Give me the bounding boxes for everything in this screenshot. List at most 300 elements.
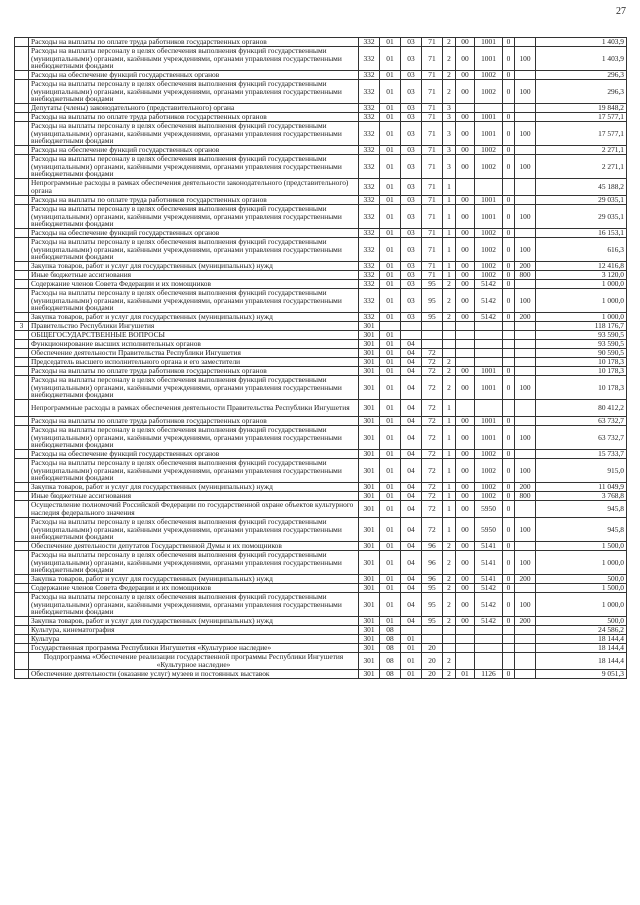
subprogram-code-cell [443, 322, 456, 331]
section-code-cell: 01 [380, 238, 401, 262]
program-code-cell: 72 [422, 367, 443, 376]
event-code-cell: 00 [456, 426, 475, 450]
admin-code-cell: 301 [359, 617, 380, 626]
subprogram-code-cell: 1 [443, 238, 456, 262]
expense-type-code-cell: 100 [515, 376, 536, 400]
subsection-code-cell [401, 331, 422, 340]
event-code-cell: 00 [456, 146, 475, 155]
subsection-code-cell: 04 [401, 426, 422, 450]
row-number-cell [15, 551, 29, 575]
table-row [15, 376, 627, 400]
row-name-cell: Обеспечение деятельности депутатов Государственной Думы и их помощников [29, 542, 359, 551]
row-number-cell [15, 501, 29, 518]
table-row [15, 358, 627, 367]
direction-code-cell: 1002 [475, 483, 503, 492]
subsection-code-cell: 03 [401, 229, 422, 238]
subsection-code-cell: 04 [401, 417, 422, 426]
section-code-cell: 01 [380, 47, 401, 71]
row-name-cell: Иные бюджетные ассигнования [29, 492, 359, 501]
expense-type-code-cell [515, 400, 536, 417]
amount-cell: 63 732,7 [536, 417, 627, 426]
program-code-cell: 71 [422, 179, 443, 196]
admin-code-cell: 301 [359, 331, 380, 340]
table-row [15, 340, 627, 349]
expense-type-code-cell [515, 653, 536, 670]
section-code-cell: 01 [380, 38, 401, 47]
program-code-cell: 20 [422, 644, 443, 653]
event-code-cell [456, 644, 475, 653]
table-row [15, 122, 627, 146]
table-row [15, 146, 627, 155]
direction-code-cell: 1001 [475, 367, 503, 376]
table-row [15, 635, 627, 644]
row-name-cell: Непрограммные расходы в рамках обеспечения деятельности законодательного (представительного) органа [29, 179, 359, 196]
sub-direction-code-cell [503, 340, 515, 349]
table-row [15, 483, 627, 492]
sub-direction-code-cell: 0 [503, 483, 515, 492]
section-code-cell: 01 [380, 617, 401, 626]
table-row [15, 367, 627, 376]
subsection-code-cell: 03 [401, 205, 422, 229]
expense-type-code-cell: 200 [515, 575, 536, 584]
expense-type-code-cell [515, 644, 536, 653]
program-code-cell: 72 [422, 501, 443, 518]
direction-code-cell: 1002 [475, 459, 503, 483]
section-code-cell: 01 [380, 262, 401, 271]
row-number-cell [15, 626, 29, 635]
expense-type-code-cell [515, 71, 536, 80]
admin-code-cell: 301 [359, 340, 380, 349]
row-name-cell: Расходы на выплаты по оплате труда работников государственных органов [29, 113, 359, 122]
sub-direction-code-cell: 0 [503, 551, 515, 575]
table-row [15, 205, 627, 229]
sub-direction-code-cell: 0 [503, 584, 515, 593]
subsection-code-cell: 04 [401, 518, 422, 542]
sub-direction-code-cell: 0 [503, 542, 515, 551]
row-name-cell: Закупка товаров, работ и услуг для государственных (муниципальных) нужд [29, 313, 359, 322]
program-code-cell: 95 [422, 280, 443, 289]
table-row [15, 196, 627, 205]
program-code-cell: 72 [422, 417, 443, 426]
program-code-cell: 72 [422, 518, 443, 542]
row-number-cell [15, 104, 29, 113]
row-name-cell: Закупка товаров, работ и услуг для государственных (муниципальных) нужд [29, 262, 359, 271]
direction-code-cell: 1002 [475, 80, 503, 104]
amount-cell: 18 144,4 [536, 635, 627, 644]
row-name-cell: Расходы на обеспечение функций государственных органов [29, 146, 359, 155]
subprogram-code-cell: 2 [443, 670, 456, 679]
program-code-cell: 72 [422, 483, 443, 492]
table-row [15, 313, 627, 322]
subsection-code-cell: 03 [401, 113, 422, 122]
event-code-cell: 01 [456, 670, 475, 679]
subprogram-code-cell: 2 [443, 47, 456, 71]
row-name-cell: Расходы на выплаты по оплате труда работников государственных органов [29, 38, 359, 47]
expense-type-code-cell: 100 [515, 155, 536, 179]
admin-code-cell: 301 [359, 367, 380, 376]
sub-direction-code-cell [503, 349, 515, 358]
row-name-cell: Закупка товаров, работ и услуг для государственных (муниципальных) нужд [29, 575, 359, 584]
row-name-cell: ОБЩЕГОСУДАРСТВЕННЫЕ ВОПРОСЫ [29, 331, 359, 340]
amount-cell: 500,0 [536, 575, 627, 584]
table-row [15, 626, 627, 635]
row-number-cell [15, 426, 29, 450]
amount-cell: 93 590,5 [536, 331, 627, 340]
program-code-cell: 71 [422, 122, 443, 146]
expense-type-code-cell [515, 501, 536, 518]
expense-type-code-cell [515, 358, 536, 367]
row-name-cell: Функционирование высших исполнительных органов [29, 340, 359, 349]
sub-direction-code-cell: 0 [503, 146, 515, 155]
row-number-cell [15, 459, 29, 483]
program-code-cell: 72 [422, 376, 443, 400]
sub-direction-code-cell: 0 [503, 205, 515, 229]
row-name-cell: Расходы на выплаты персоналу в целях обеспечения выполнения функций государственными (муниципальными) органами, казёнными учреждениями, органами управления государственными внебюджетными фондами [29, 238, 359, 262]
admin-code-cell: 301 [359, 322, 380, 331]
row-number-cell [15, 575, 29, 584]
event-code-cell [456, 626, 475, 635]
sub-direction-code-cell [503, 400, 515, 417]
admin-code-cell: 301 [359, 450, 380, 459]
direction-code-cell: 5950 [475, 518, 503, 542]
row-number-cell [15, 146, 29, 155]
section-code-cell: 01 [380, 584, 401, 593]
event-code-cell [456, 179, 475, 196]
program-code-cell: 71 [422, 229, 443, 238]
row-number-cell [15, 196, 29, 205]
subsection-code-cell: 04 [401, 492, 422, 501]
event-code-cell: 00 [456, 542, 475, 551]
admin-code-cell: 301 [359, 400, 380, 417]
row-name-cell: Непрограммные расходы в рамках обеспечения деятельности Правительства Республики Ингушетия [29, 400, 359, 417]
amount-cell: 500,0 [536, 617, 627, 626]
program-code-cell: 71 [422, 38, 443, 47]
subsection-code-cell [401, 626, 422, 635]
subprogram-code-cell: 3 [443, 146, 456, 155]
row-number-cell [15, 238, 29, 262]
row-number-cell [15, 155, 29, 179]
event-code-cell [456, 340, 475, 349]
admin-code-cell: 301 [359, 644, 380, 653]
subsection-code-cell: 04 [401, 584, 422, 593]
section-code-cell: 01 [380, 71, 401, 80]
subsection-code-cell: 03 [401, 104, 422, 113]
section-code-cell: 01 [380, 331, 401, 340]
admin-code-cell: 301 [359, 653, 380, 670]
row-number-cell [15, 542, 29, 551]
row-number-cell [15, 262, 29, 271]
table-row [15, 179, 627, 196]
program-code-cell: 95 [422, 617, 443, 626]
row-number-cell [15, 271, 29, 280]
budget-table [14, 37, 627, 679]
admin-code-cell: 301 [359, 501, 380, 518]
event-code-cell: 00 [456, 313, 475, 322]
event-code-cell: 00 [456, 459, 475, 483]
row-name-cell: Культура, кинематография [29, 626, 359, 635]
program-code-cell: 95 [422, 584, 443, 593]
admin-code-cell: 332 [359, 179, 380, 196]
row-number-cell [15, 331, 29, 340]
row-name-cell: Государственная программа Республики Ингушетия «Культурное наследие» [29, 644, 359, 653]
section-code-cell: 08 [380, 644, 401, 653]
row-name-cell: Председатель высшего исполнительного органа и его заместители [29, 358, 359, 367]
row-name-cell: Расходы на выплаты персоналу в целях обеспечения выполнения функций государственными (муниципальными) органами, казёнными учреждениями, органами управления государственными внебюджетными фондами [29, 593, 359, 617]
subprogram-code-cell: 2 [443, 376, 456, 400]
amount-cell: 296,3 [536, 80, 627, 104]
amount-cell: 90 590,5 [536, 349, 627, 358]
program-code-cell: 71 [422, 71, 443, 80]
section-code-cell: 01 [380, 155, 401, 179]
direction-code-cell: 1001 [475, 196, 503, 205]
row-name-cell: Расходы на выплаты персоналу в целях обеспечения выполнения функций государственными (муниципальными) органами, казёнными учреждениями, органами управления государственными внебюджетными фондами [29, 289, 359, 313]
subsection-code-cell: 04 [401, 483, 422, 492]
admin-code-cell: 332 [359, 71, 380, 80]
row-name-cell: Закупка товаров, работ и услуг для государственных (муниципальных) нужд [29, 483, 359, 492]
direction-code-cell: 5142 [475, 280, 503, 289]
sub-direction-code-cell: 0 [503, 670, 515, 679]
section-code-cell: 01 [380, 575, 401, 584]
subprogram-code-cell: 2 [443, 367, 456, 376]
direction-code-cell [475, 400, 503, 417]
sub-direction-code-cell: 0 [503, 426, 515, 450]
subsection-code-cell: 04 [401, 501, 422, 518]
section-code-cell: 01 [380, 450, 401, 459]
sub-direction-code-cell: 0 [503, 271, 515, 280]
row-name-cell: Расходы на выплаты персоналу в целях обеспечения выполнения функций государственными (муниципальными) органами, казёнными учреждениями, органами управления государственными внебюджетными фондами [29, 80, 359, 104]
row-number-cell [15, 644, 29, 653]
amount-cell: 17 577,1 [536, 122, 627, 146]
subprogram-code-cell: 1 [443, 459, 456, 483]
admin-code-cell: 301 [359, 670, 380, 679]
admin-code-cell: 301 [359, 584, 380, 593]
program-code-cell: 72 [422, 400, 443, 417]
amount-cell: 3 120,0 [536, 271, 627, 280]
row-number-cell [15, 450, 29, 459]
subsection-code-cell: 01 [401, 653, 422, 670]
event-code-cell [456, 331, 475, 340]
direction-code-cell [475, 626, 503, 635]
program-code-cell: 71 [422, 80, 443, 104]
subsection-code-cell: 03 [401, 271, 422, 280]
subprogram-code-cell: 1 [443, 417, 456, 426]
subprogram-code-cell: 2 [443, 280, 456, 289]
section-code-cell: 01 [380, 358, 401, 367]
sub-direction-code-cell: 0 [503, 617, 515, 626]
table-row [15, 331, 627, 340]
amount-cell: 3 768,8 [536, 492, 627, 501]
subsection-code-cell: 03 [401, 146, 422, 155]
expense-type-code-cell: 100 [515, 518, 536, 542]
subsection-code-cell: 04 [401, 358, 422, 367]
expense-type-code-cell: 800 [515, 492, 536, 501]
table-row [15, 289, 627, 313]
event-code-cell: 00 [456, 47, 475, 71]
direction-code-cell [475, 322, 503, 331]
event-code-cell: 00 [456, 280, 475, 289]
program-code-cell: 71 [422, 262, 443, 271]
row-name-cell: Расходы на выплаты персоналу в целях обеспечения выполнения функций государственными (муниципальными) органами, казёнными учреждениями, органами управления государственными внебюджетными фондами [29, 122, 359, 146]
expense-type-code-cell [515, 196, 536, 205]
admin-code-cell: 332 [359, 238, 380, 262]
table-row [15, 670, 627, 679]
sub-direction-code-cell: 0 [503, 80, 515, 104]
expense-type-code-cell [515, 280, 536, 289]
subprogram-code-cell: 3 [443, 104, 456, 113]
subsection-code-cell: 03 [401, 262, 422, 271]
event-code-cell: 00 [456, 501, 475, 518]
event-code-cell: 00 [456, 417, 475, 426]
direction-code-cell: 1002 [475, 450, 503, 459]
admin-code-cell: 332 [359, 271, 380, 280]
row-number-cell [15, 80, 29, 104]
subprogram-code-cell: 2 [443, 653, 456, 670]
row-number-cell [15, 71, 29, 80]
sub-direction-code-cell: 0 [503, 113, 515, 122]
direction-code-cell: 1002 [475, 229, 503, 238]
admin-code-cell: 332 [359, 113, 380, 122]
subprogram-code-cell: 1 [443, 518, 456, 542]
direction-code-cell: 1001 [475, 122, 503, 146]
admin-code-cell: 301 [359, 492, 380, 501]
subsection-code-cell: 03 [401, 289, 422, 313]
event-code-cell [456, 635, 475, 644]
expense-type-code-cell: 100 [515, 289, 536, 313]
admin-code-cell: 332 [359, 313, 380, 322]
amount-cell: 915,0 [536, 459, 627, 483]
amount-cell: 29 035,1 [536, 205, 627, 229]
row-number-cell [15, 483, 29, 492]
subprogram-code-cell: 1 [443, 262, 456, 271]
subsection-code-cell: 04 [401, 551, 422, 575]
subprogram-code-cell: 1 [443, 483, 456, 492]
event-code-cell: 00 [456, 80, 475, 104]
row-name-cell: Закупка товаров, работ и услуг для государственных (муниципальных) нужд [29, 617, 359, 626]
table-row [15, 492, 627, 501]
expense-type-code-cell: 100 [515, 459, 536, 483]
table-row [15, 450, 627, 459]
section-code-cell: 08 [380, 626, 401, 635]
direction-code-cell [475, 358, 503, 367]
section-code-cell: 01 [380, 426, 401, 450]
direction-code-cell: 5142 [475, 593, 503, 617]
section-code-cell: 01 [380, 146, 401, 155]
table-row [15, 238, 627, 262]
admin-code-cell: 332 [359, 196, 380, 205]
subsection-code-cell: 04 [401, 340, 422, 349]
subprogram-code-cell: 1 [443, 450, 456, 459]
table-row [15, 518, 627, 542]
direction-code-cell [475, 104, 503, 113]
row-number-cell [15, 358, 29, 367]
program-code-cell: 71 [422, 271, 443, 280]
row-name-cell: Расходы на выплаты персоналу в целях обеспечения выполнения функций государственными (муниципальными) органами, казёнными учреждениями, органами управления государственными внебюджетными фондами [29, 47, 359, 71]
subprogram-code-cell: 1 [443, 501, 456, 518]
section-code-cell: 08 [380, 635, 401, 644]
program-code-cell: 71 [422, 104, 443, 113]
sub-direction-code-cell: 0 [503, 313, 515, 322]
table-row [15, 575, 627, 584]
program-code-cell: 20 [422, 653, 443, 670]
subprogram-code-cell: 1 [443, 271, 456, 280]
subsection-code-cell: 03 [401, 280, 422, 289]
event-code-cell: 00 [456, 262, 475, 271]
expense-type-code-cell [515, 331, 536, 340]
amount-cell: 10 178,3 [536, 367, 627, 376]
row-number-cell [15, 670, 29, 679]
expense-type-code-cell [515, 367, 536, 376]
row-name-cell: Расходы на выплаты персоналу в целях обеспечения выполнения функций государственными (муниципальными) органами, казёнными учреждениями, органами управления государственными внебюджетными фондами [29, 426, 359, 450]
subsection-code-cell: 01 [401, 635, 422, 644]
direction-code-cell [475, 653, 503, 670]
subprogram-code-cell: 2 [443, 551, 456, 575]
subsection-code-cell: 03 [401, 179, 422, 196]
program-code-cell: 72 [422, 349, 443, 358]
expense-type-code-cell: 800 [515, 271, 536, 280]
event-code-cell: 00 [456, 71, 475, 80]
section-code-cell: 01 [380, 113, 401, 122]
admin-code-cell: 301 [359, 593, 380, 617]
row-name-cell: Содержание членов Совета Федерации и их помощников [29, 280, 359, 289]
subsection-code-cell: 01 [401, 670, 422, 679]
section-code-cell: 01 [380, 313, 401, 322]
section-code-cell: 01 [380, 376, 401, 400]
amount-cell: 80 412,2 [536, 400, 627, 417]
row-number-cell [15, 289, 29, 313]
row-number-cell [15, 122, 29, 146]
program-code-cell: 95 [422, 289, 443, 313]
admin-code-cell: 301 [359, 635, 380, 644]
event-code-cell: 00 [456, 229, 475, 238]
subsection-code-cell: 03 [401, 71, 422, 80]
table-row [15, 38, 627, 47]
direction-code-cell [475, 644, 503, 653]
program-code-cell: 96 [422, 575, 443, 584]
section-code-cell: 01 [380, 271, 401, 280]
section-code-cell: 01 [380, 80, 401, 104]
section-code-cell: 01 [380, 367, 401, 376]
table-row [15, 400, 627, 417]
program-code-cell: 96 [422, 551, 443, 575]
admin-code-cell: 332 [359, 229, 380, 238]
event-code-cell: 00 [456, 551, 475, 575]
row-number-cell [15, 229, 29, 238]
row-name-cell: Расходы на выплаты персоналу в целях обеспечения выполнения функций государственными (муниципальными) органами, казёнными учреждениями, органами управления государственными внебюджетными фондами [29, 551, 359, 575]
expense-type-code-cell: 200 [515, 617, 536, 626]
event-code-cell: 00 [456, 617, 475, 626]
amount-cell: 616,3 [536, 238, 627, 262]
direction-code-cell: 5141 [475, 542, 503, 551]
admin-code-cell: 301 [359, 542, 380, 551]
section-code-cell: 01 [380, 492, 401, 501]
admin-code-cell: 332 [359, 104, 380, 113]
subprogram-code-cell: 2 [443, 289, 456, 313]
expense-type-code-cell: 100 [515, 426, 536, 450]
subprogram-code-cell: 1 [443, 196, 456, 205]
section-code-cell: 01 [380, 593, 401, 617]
admin-code-cell: 301 [359, 459, 380, 483]
expense-type-code-cell [515, 349, 536, 358]
direction-code-cell: 5141 [475, 575, 503, 584]
row-number-cell [15, 280, 29, 289]
direction-code-cell: 5141 [475, 551, 503, 575]
table-row [15, 280, 627, 289]
program-code-cell [422, 626, 443, 635]
admin-code-cell: 301 [359, 358, 380, 367]
event-code-cell: 00 [456, 271, 475, 280]
sub-direction-code-cell: 0 [503, 38, 515, 47]
direction-code-cell: 1001 [475, 417, 503, 426]
